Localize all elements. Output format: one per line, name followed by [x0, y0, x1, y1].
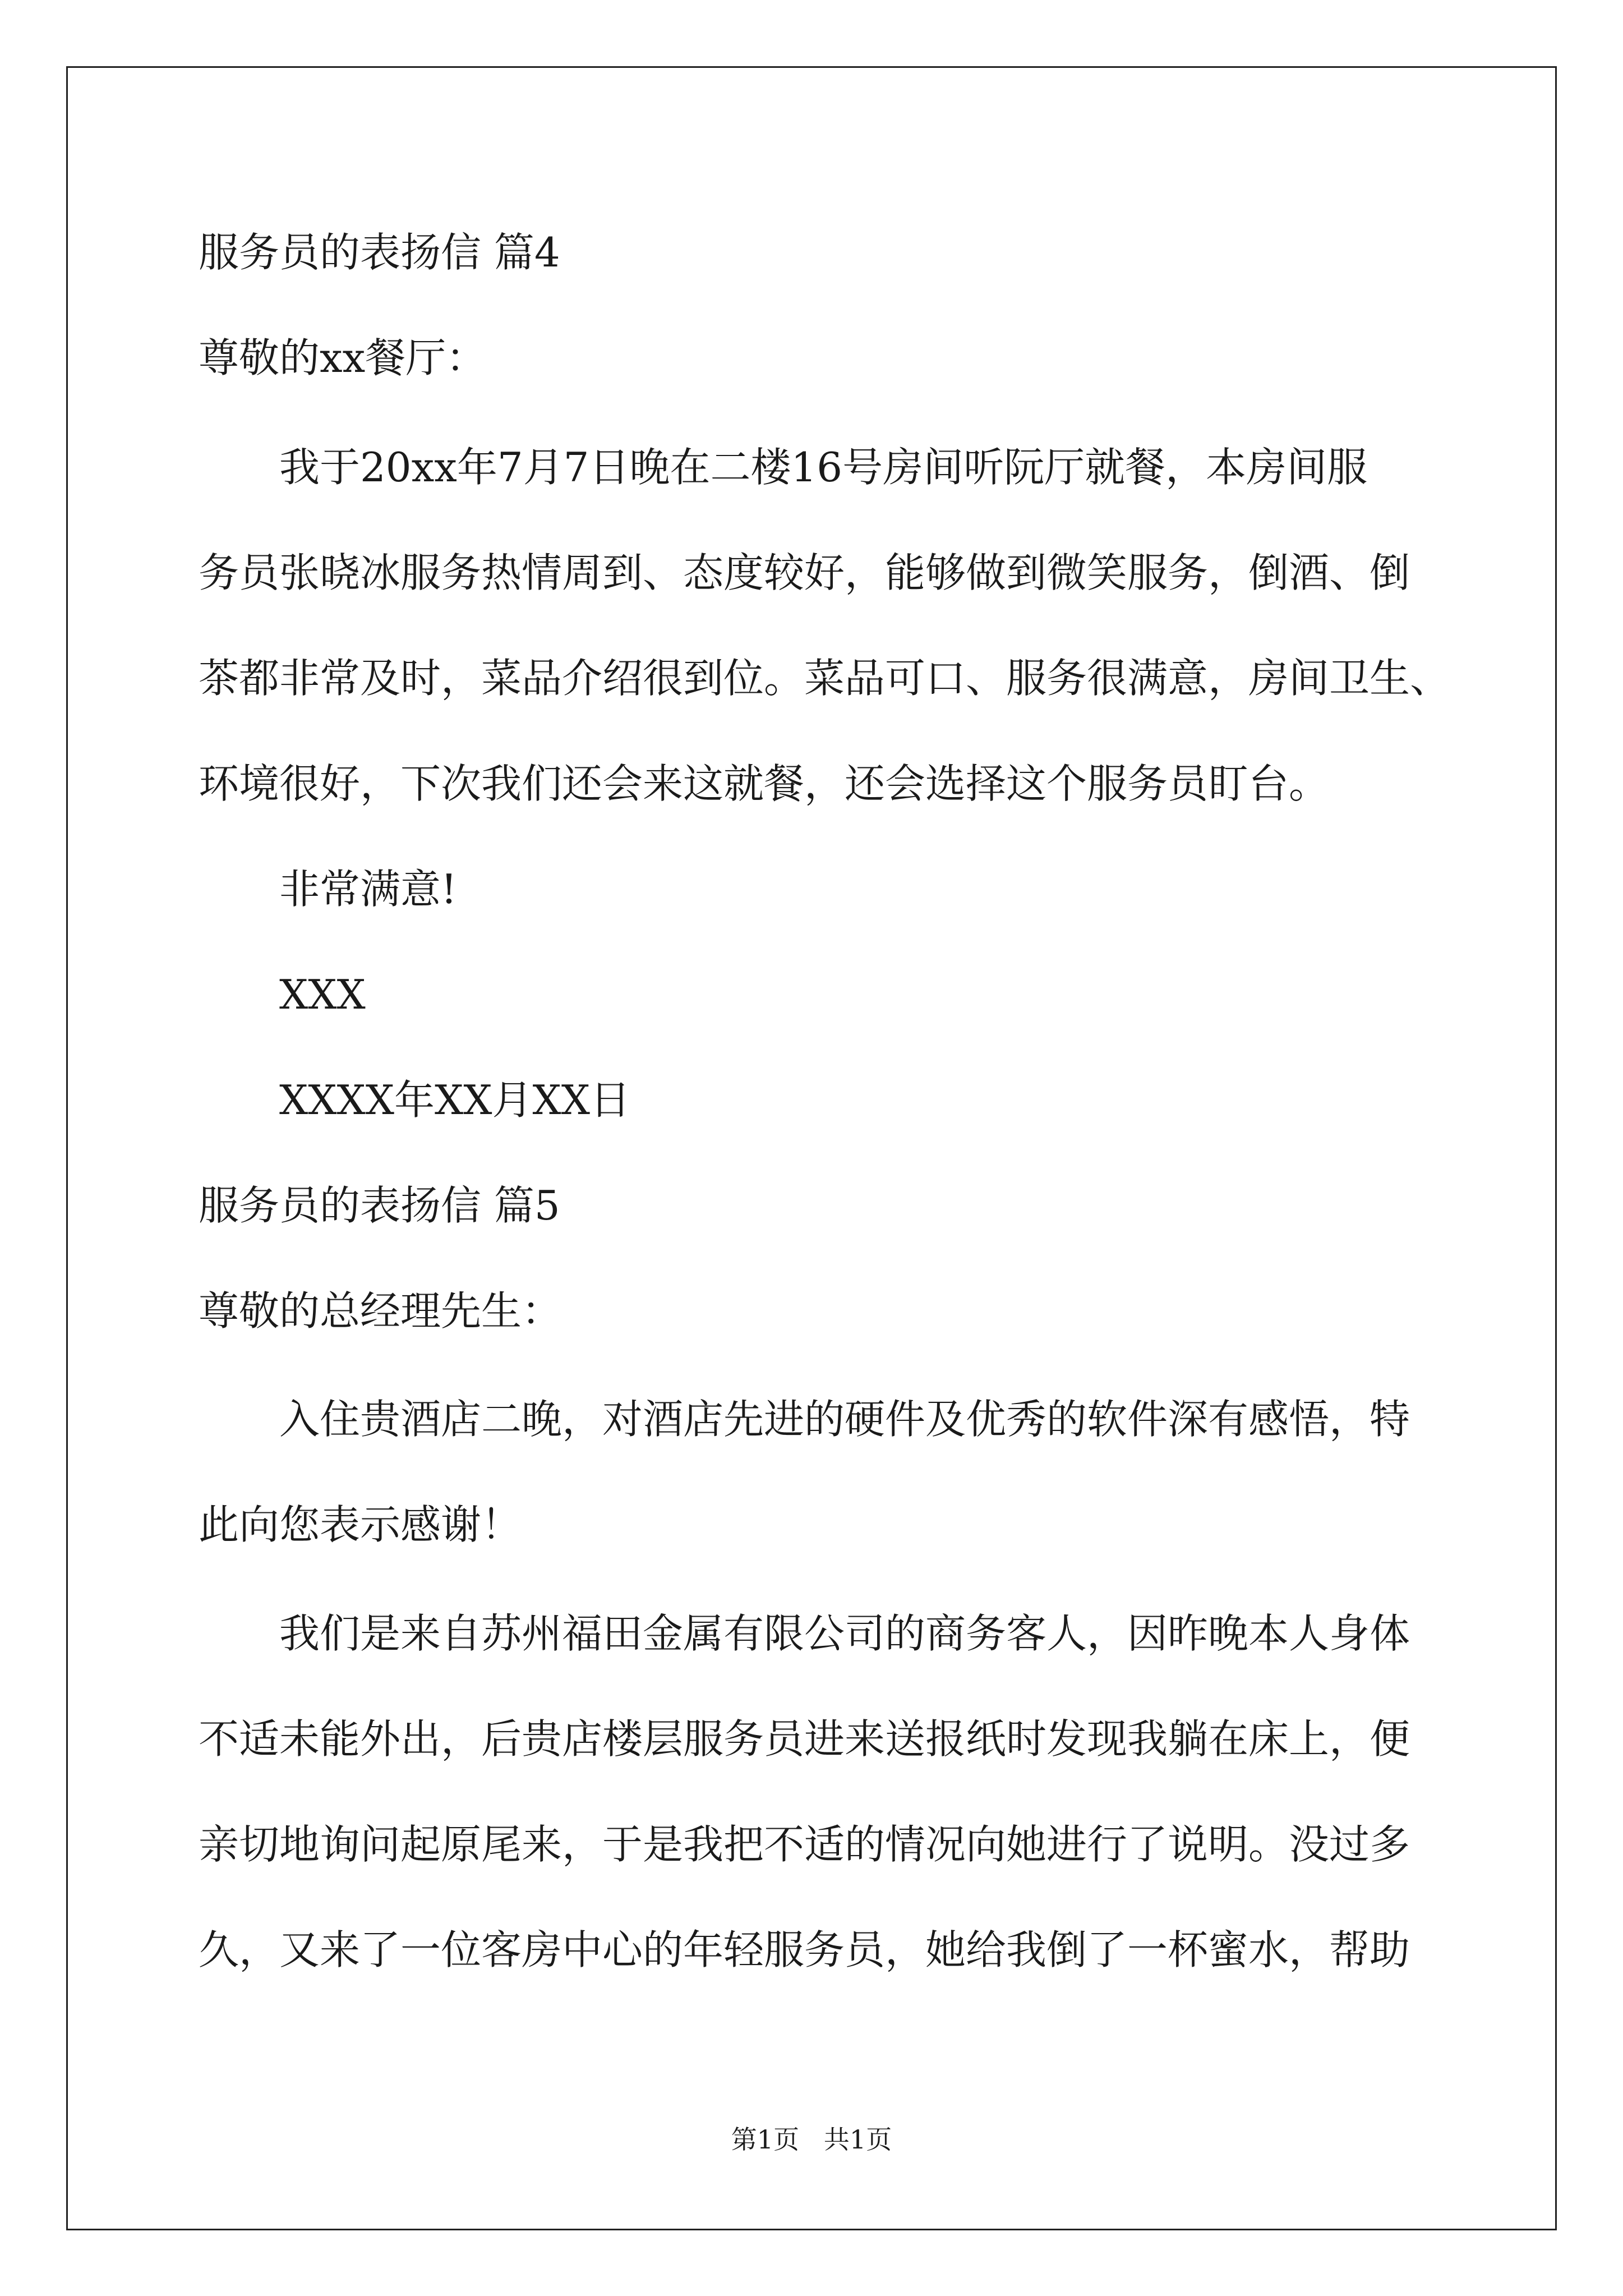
section-title-4: 服务员的表扬信 篇4 [199, 229, 560, 276]
signature-name: XXX [279, 971, 366, 1018]
paragraph-line: 此向您表示感谢！ [199, 1501, 522, 1548]
page-border [66, 66, 1557, 2230]
page-number-footer: 第1页 共1页 [731, 2124, 892, 2155]
paragraph-line: 茶都非常及时，菜品介绍很到位。菜品可口、服务很满意，房间卫生、 [199, 655, 1451, 702]
salutation-restaurant: 尊敬的xx餐厅： [199, 334, 487, 381]
paragraph-line: 务员张晓冰服务热情周到、态度较好，能够做到微笑服务，倒酒、倒 [199, 549, 1410, 596]
signature-date: XXXX年XX月XX日 [279, 1076, 631, 1124]
paragraph-line: 入住贵酒店二晚，对酒店先进的硬件及优秀的软件深有感悟，特 [279, 1396, 1410, 1443]
paragraph-line: 不适未能外出，后贵店楼层服务员进来送报纸时发现我躺在床上，便 [199, 1715, 1410, 1763]
paragraph-line: 环境很好，下次我们还会来这就餐，还会选择这个服务员盯台。 [199, 760, 1330, 807]
paragraph-line: 我们是来自苏州福田金属有限公司的商务客人，因昨晚本人身体 [279, 1610, 1410, 1657]
paragraph-line: 亲切地询问起原尾来，于是我把不适的情况向她进行了说明。没过多 [199, 1821, 1410, 1868]
salutation-manager: 尊敬的总经理先生： [199, 1287, 562, 1335]
paragraph-line: 我于20xx年7月7日晚在二楼16号房间听阮厅就餐，本房间服 [279, 444, 1368, 491]
closing-remark: 非常满意! [279, 866, 457, 913]
paragraph-line: 久，又来了一位客房中心的年轻服务员，她给我倒了一杯蜜水，帮助 [199, 1926, 1410, 1973]
section-title-5: 服务员的表扬信 篇5 [199, 1182, 560, 1229]
